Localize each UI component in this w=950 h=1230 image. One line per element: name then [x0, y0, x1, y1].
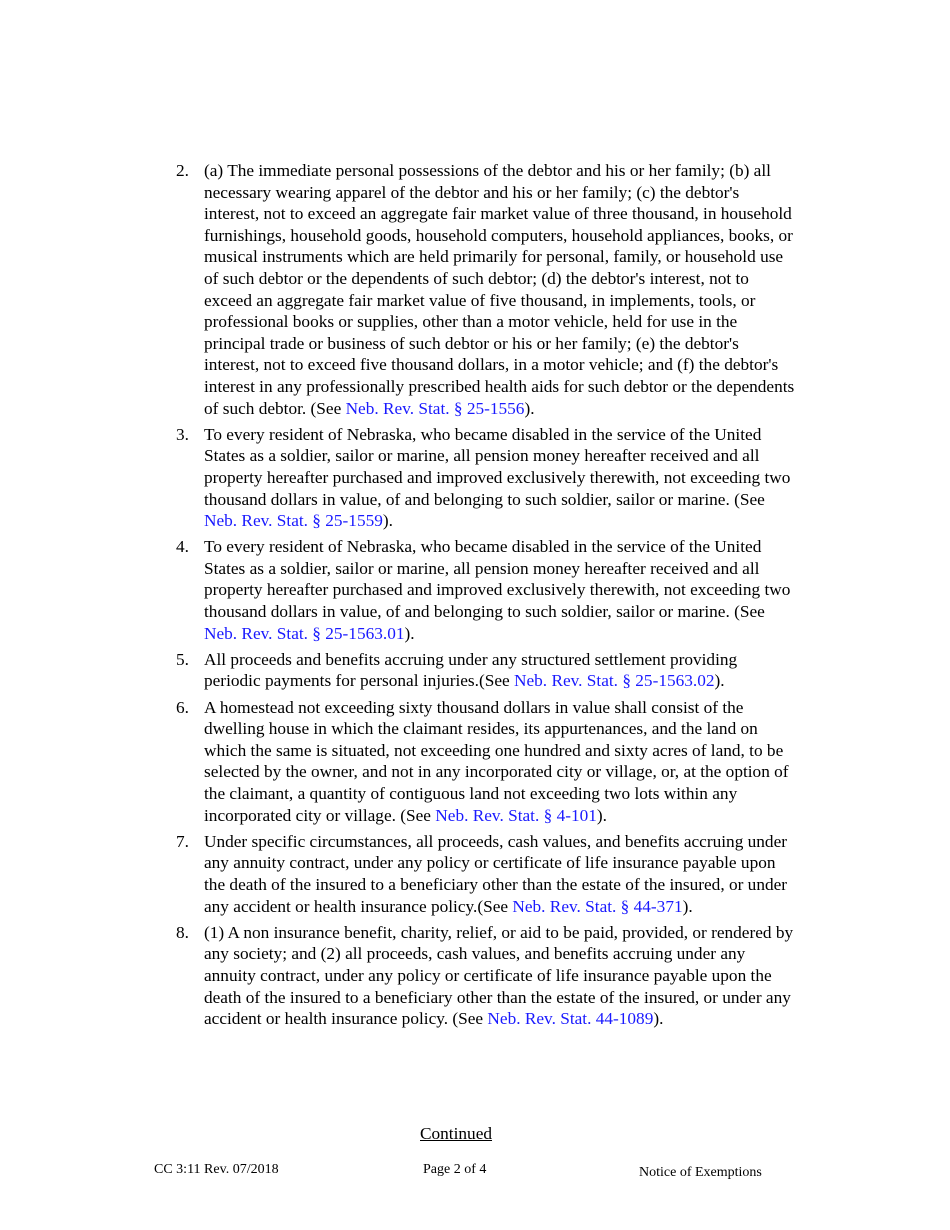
- item-text: (a) The immediate personal possessions of the debtor and his or her family; (b) all necessary wearing apparel of the debtor and his or her family; (c) the debtor's interest, not to exceed an aggregate fair market value of three thousand, in household furnishings, household goods, household computers, household appliances, books, or musical instruments which are held primarily for personal, family, or household use of such debtor or the dependents of such debtor; (d) the debtor's interest, not to exceed an aggregate fair market value of five thousand, in implements, tools, or professional books or supplies, other than a motor vehicle, held for use in the principal trade or business of such debtor or his or her family; (e) the debtor's interest, not to exceed five thousand dollars, in a motor vehicle; and (f) the debtor's interest in any professionally prescribed health aids for such debtor or the dependents of such debtor. (See: [204, 161, 795, 418]
- item-number: 5.: [176, 649, 189, 669]
- statute-link[interactable]: Neb. Rev. Stat. § 25-1556: [345, 398, 525, 418]
- statute-link[interactable]: Neb. Rev. Stat. § 44-371: [512, 896, 683, 916]
- footer-form-id: CC 3:11 Rev. 07/2018: [154, 1162, 279, 1177]
- item-number: 8.: [176, 922, 189, 942]
- item-number: 2.: [176, 161, 189, 180]
- item-tail: ).: [596, 805, 607, 825]
- item-text: A homestead not exceeding sixty thousand dollars in value shall consist of the dwelling house in which the claimant resides, its appurtenances, and the land on which the same is situated, not exceeding one hundred and sixty acres of land, to be selected by the owner, and not in any incorporated city or village, or, at the option of the claimant, a quantity of contiguous land not exceeding two lots within any incorporated city or village. (See: [204, 697, 789, 825]
- item-text: Under specific circumstances, all proceeds, cash values, and benefits accruing under any annuity contract, under any policy or certificate of life insurance payable upon the death of the insured to a beneficiary other than the estate of the insured, or under any accident or health insurance policy.(See: [204, 831, 788, 916]
- exemption-list: [172, 160, 798, 1034]
- item-tail: ).: [524, 398, 535, 418]
- footer-title: Notice of Exemptions: [639, 1165, 762, 1180]
- item-tail: ).: [382, 511, 393, 531]
- statute-link[interactable]: Neb. Rev. Stat. 44-1089: [487, 1009, 654, 1029]
- statute-link[interactable]: Neb. Rev. Stat. § 25-1559: [204, 511, 383, 531]
- item-text: All proceeds and benefits accruing under any structured settlement providing periodic payments for personal injuries.(See: [204, 649, 738, 691]
- list-item: [172, 697, 798, 827]
- item-text: (1) A non insurance benefit, charity, relief, or aid to be paid, provided, or rendered by any society; and (2) all proceeds, cash values, and benefits accruing under any annuity contract, under any policy or certificate of life insurance payable upon the death of the insured to a beneficiary other than the estate of the insured, or under any accident or health insurance policy. (See: [204, 922, 794, 1029]
- item-text: To every resident of Nebraska, who became disabled in the service of the United States as a soldier, sailor or marine, all pension money hereafter received and all property hereafter purchased and improved exclusively therewith, not exceeding two thousand dollars in value, of and belonging to such soldier, sailor or marine. (See: [204, 537, 791, 622]
- list-item: [172, 649, 798, 692]
- item-tail: ).: [404, 623, 415, 643]
- list-item: [172, 424, 798, 532]
- list-item: [172, 536, 798, 644]
- list-item: [172, 831, 798, 917]
- item-text: To every resident of Nebraska, who became disabled in the service of the United States as a soldier, sailor or marine, all pension money hereafter received and all property hereafter purchased and improved exclusively therewith, not exceeding two thousand dollars in value, of and belonging to such soldier, sailor or marine. (See: [204, 424, 791, 509]
- list-item: [172, 160, 798, 419]
- footer-page-number: Page 2 of 4: [423, 1162, 487, 1177]
- continued-label: Continued: [420, 1124, 493, 1143]
- item-number: 6.: [176, 697, 189, 717]
- statute-link[interactable]: Neb. Rev. Stat. § 25-1563.01: [204, 623, 405, 643]
- list-item: [172, 922, 798, 1030]
- item-tail: ).: [714, 671, 725, 691]
- statute-link[interactable]: Neb. Rev. Stat. § 25-1563.02: [514, 671, 715, 691]
- item-tail: ).: [682, 896, 693, 916]
- item-number: 3.: [176, 424, 189, 444]
- item-number: 4.: [176, 537, 189, 557]
- statute-link[interactable]: Neb. Rev. Stat. § 4-101: [435, 805, 597, 825]
- item-tail: ).: [653, 1009, 664, 1029]
- item-number: 7.: [176, 831, 189, 851]
